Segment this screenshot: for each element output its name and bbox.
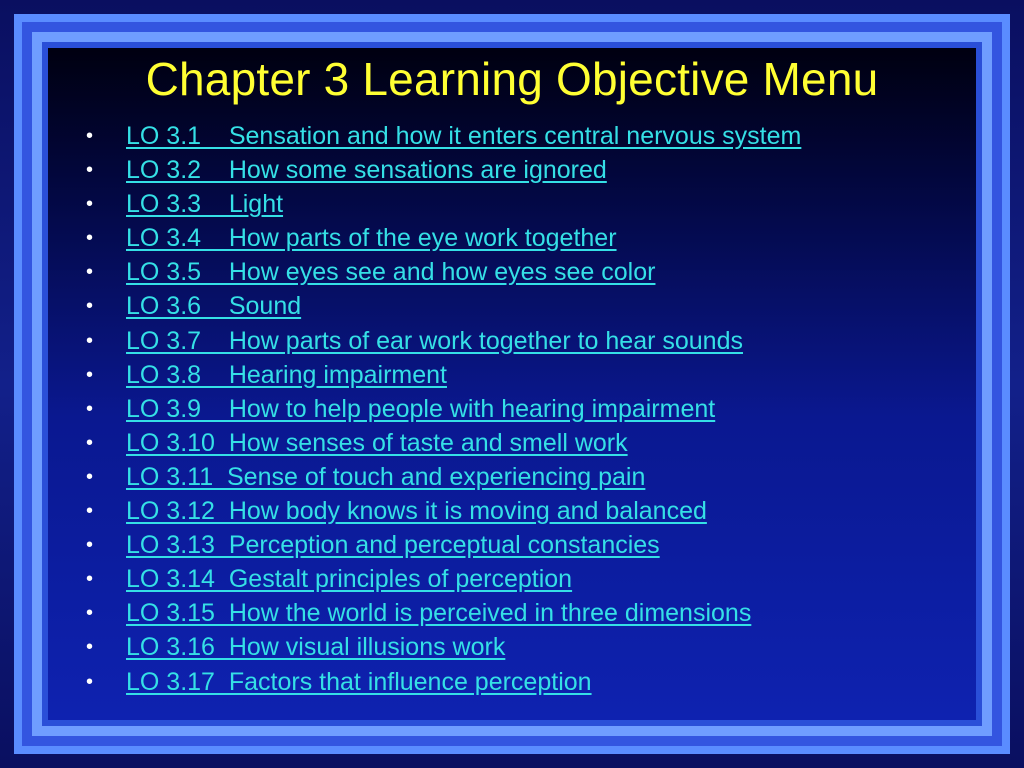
- bullet-icon: •: [86, 397, 94, 420]
- objective-link-lo-3-11[interactable]: LO 3.11 Sense of touch and experiencing pain: [126, 462, 646, 491]
- objective-link-lo-3-16[interactable]: LO 3.16 How visual illusions work: [126, 633, 506, 662]
- list-item-lo-3-6: [86, 291, 801, 325]
- learning-objective-list: [86, 121, 801, 701]
- objective-link-lo-3-2[interactable]: LO 3.2 How some sensations are ignored: [126, 156, 607, 185]
- bullet-icon: •: [86, 295, 94, 318]
- list-item-lo-3-1: [86, 121, 801, 155]
- objective-link-lo-3-8[interactable]: LO 3.8 Hearing impairment: [126, 360, 447, 389]
- objective-link-lo-3-3[interactable]: LO 3.3 Light: [126, 190, 284, 219]
- bullet-icon: •: [86, 670, 94, 693]
- list-item-lo-3-7: [86, 326, 801, 360]
- list-item-lo-3-11: [86, 462, 801, 496]
- slide-title: Chapter 3 Learning Objective Menu: [145, 53, 879, 105]
- bullet-icon: •: [86, 465, 94, 488]
- bullet-icon: •: [86, 159, 94, 182]
- objective-link-lo-3-13[interactable]: LO 3.13 Perception and perceptual constancies: [126, 531, 660, 560]
- list-item-lo-3-8: [86, 360, 801, 394]
- objective-link-lo-3-9[interactable]: LO 3.9 How to help people with hearing impairment: [126, 394, 716, 423]
- objective-link-lo-3-5[interactable]: LO 3.5 How eyes see and how eyes see color: [126, 258, 656, 287]
- list-item-lo-3-2: [86, 155, 801, 189]
- objective-link-lo-3-6[interactable]: LO 3.6 Sound: [126, 292, 302, 321]
- bullet-icon: •: [86, 227, 94, 250]
- bullet-icon: •: [86, 431, 94, 454]
- bullet-icon: •: [86, 363, 94, 386]
- list-item-lo-3-16: [86, 632, 801, 666]
- list-item-lo-3-14: [86, 564, 801, 598]
- bullet-icon: •: [86, 329, 94, 352]
- list-item-lo-3-3: [86, 189, 801, 223]
- list-item-lo-3-9: [86, 394, 801, 428]
- objective-link-lo-3-1[interactable]: LO 3.1 Sensation and how it enters central nervous system: [126, 122, 802, 150]
- objective-link-lo-3-14[interactable]: LO 3.14 Gestalt principles of perception: [126, 565, 573, 594]
- bullet-icon: •: [86, 261, 94, 284]
- bullet-icon: •: [86, 636, 94, 659]
- objective-link-lo-3-12[interactable]: LO 3.12 How body knows it is moving and balanced: [126, 497, 707, 526]
- bullet-icon: •: [86, 193, 94, 216]
- list-item-lo-3-17: [86, 667, 801, 701]
- list-item-lo-3-4: [86, 223, 801, 257]
- list-item-lo-3-12: [86, 496, 801, 530]
- objective-link-lo-3-15[interactable]: LO 3.15 How the world is perceived in three dimensions: [126, 599, 752, 628]
- bullet-icon: •: [86, 500, 94, 523]
- objective-link-lo-3-7[interactable]: LO 3.7 How parts of ear work together to hear sounds: [126, 326, 743, 355]
- objective-link-lo-3-4[interactable]: LO 3.4 How parts of the eye work together: [126, 224, 617, 253]
- objective-link-lo-3-10[interactable]: LO 3.10 How senses of taste and smell work: [126, 428, 628, 457]
- bullet-icon: •: [86, 602, 94, 625]
- objective-link-lo-3-17[interactable]: LO 3.17 Factors that influence perception: [126, 667, 592, 696]
- list-item-lo-3-5: [86, 257, 801, 291]
- list-item-lo-3-10: [86, 428, 801, 462]
- bullet-icon: •: [86, 125, 94, 147]
- list-item-lo-3-13: [86, 530, 801, 564]
- bullet-icon: •: [86, 568, 94, 591]
- list-item-lo-3-15: [86, 598, 801, 632]
- bullet-icon: •: [86, 534, 94, 557]
